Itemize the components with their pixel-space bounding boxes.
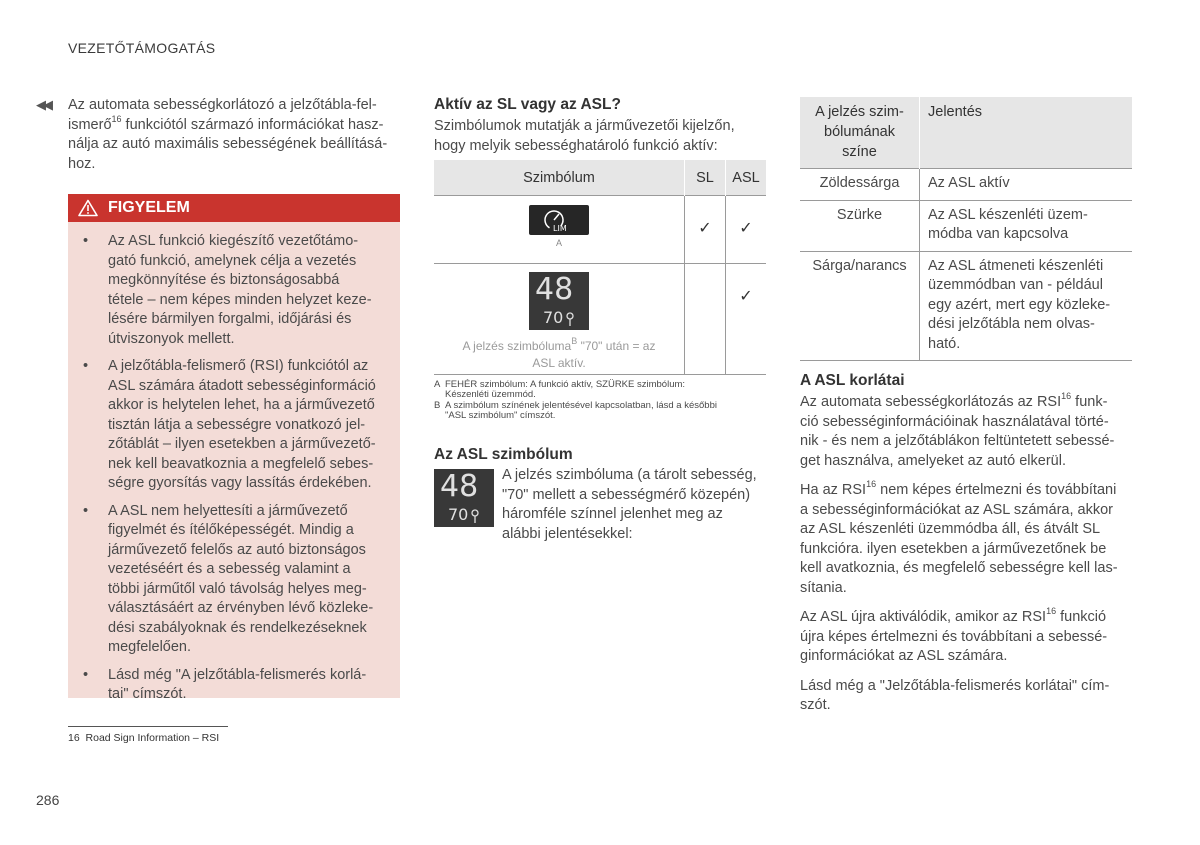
text-line: zőtáblát – ilyen esetekben a járművezető- — [108, 436, 376, 452]
caption-text: A jelzés szimbóluma — [462, 339, 572, 353]
text-line: dési szabályoknak és rendelkezéseknek — [108, 619, 367, 636]
text-line: háromféle színnel jelenhet meg az — [502, 506, 723, 522]
text-line: Lásd még "A jelzőtábla-felismerés korlá- — [108, 666, 367, 683]
color-cell: Zöldessárga — [800, 169, 920, 201]
section-heading-asl-symbol: Az ASL szimbólum — [434, 446, 573, 463]
text-line: vezetéséért és a sebesség valamint a — [108, 561, 351, 577]
sl-col-header: SL — [685, 160, 726, 196]
text-line: Az ASL újra aktiválódik, amikor az RSI — [800, 609, 1047, 625]
asl-check: ✓ — [726, 196, 767, 264]
caption-text: ASL aktív. — [532, 356, 586, 370]
asl-symbol-display — [434, 469, 494, 527]
text-line: kell avatkoznia, és megfelelő sebességre kell las- — [800, 560, 1118, 576]
symbol-table — [434, 160, 766, 375]
note-letter: B — [434, 400, 441, 411]
speedometer-icon — [529, 205, 589, 235]
stored-speed: 70 — [543, 308, 564, 327]
text-line: tétele – nem képes minden helyzet keze- — [108, 291, 372, 308]
table-row — [800, 251, 1132, 361]
intro-line: nálja az autó maximális sebességének beállításá- — [68, 136, 388, 152]
text-line: Szimbólumok mutatják a járművezetői kijelzőn, — [434, 118, 735, 134]
text-line: ció sebességinformációinak használatával törté- — [800, 413, 1109, 430]
location-pin-icon — [471, 509, 479, 524]
symbol-caption — [435, 338, 683, 372]
text-line: megfelelően. — [108, 639, 192, 655]
warning-list-item — [68, 666, 400, 705]
cell-line: ható. — [928, 335, 961, 352]
text-line: "70" mellett a sebességmérő közepén) — [502, 486, 751, 503]
text-line: A ASL nem helyettesíti a járművezető — [108, 502, 348, 519]
text-line: Az automata sebességkorlátozás az RSI — [800, 394, 1062, 410]
warning-box — [68, 194, 400, 702]
header-line: színe — [842, 144, 877, 160]
cell-line: Az ASL átmeneti készenléti — [928, 257, 1104, 274]
asl-symbol-paragraph — [502, 466, 772, 544]
paragraph — [800, 393, 1135, 471]
running-header: VEZETŐTÁMOGATÁS — [68, 40, 216, 56]
bullet-icon: • — [83, 502, 89, 519]
bullet-icon: • — [83, 358, 89, 374]
text-line: get használva, amelyeket az autó elkerül. — [800, 452, 1066, 469]
section-heading-active: Aktív az SL vagy az ASL? — [434, 96, 621, 113]
footnote-ref: 16 — [111, 113, 122, 124]
text-line: funkció — [1056, 609, 1107, 625]
active-intro-paragraph — [434, 117, 769, 156]
paragraph — [800, 677, 1135, 716]
header-line: bólumának — [824, 124, 895, 140]
stored-speed: 70 — [448, 505, 469, 524]
caption-text: "70" után = az — [577, 339, 656, 353]
color-col-header — [800, 97, 920, 169]
symbol-cell — [434, 264, 685, 375]
section-heading-asl-limits: A ASL korlátai — [800, 372, 905, 389]
footnote-number: 16 — [68, 732, 80, 744]
intro-line: hoz. — [68, 155, 96, 172]
text-line: tai" címszót. — [108, 686, 187, 702]
note-line: Készenléti üzemmód. — [445, 389, 536, 400]
note-line: A szimbólum színének jelentésével kapcsolatban, lásd a későbbi — [445, 400, 717, 411]
meaning-cell — [920, 251, 1133, 361]
text-line: Ha az RSI — [800, 482, 867, 498]
text-line: útviszonyok mellett. — [108, 330, 235, 347]
paragraph — [800, 481, 1135, 598]
warning-list-item — [68, 357, 400, 494]
cell-line: egy azért, mert egy közleke- — [928, 296, 1111, 313]
bullet-icon: • — [83, 233, 89, 249]
text-line: ségre gyorsítás vagy lassítás érdekében. — [108, 475, 372, 491]
intro-line: ismerő — [68, 116, 112, 133]
footnote-ref: 16 — [866, 479, 877, 490]
header-line: A jelzés szim- — [815, 104, 904, 120]
asl-limits-text — [800, 393, 1135, 726]
lim-label: LIM — [553, 224, 567, 233]
meaning-cell — [920, 200, 1133, 251]
cell-line: Az ASL készenléti üzem- — [928, 206, 1088, 223]
text-line: akkor is helytelen lehet, ha a járművezető — [108, 397, 375, 413]
symbol-cell — [434, 196, 685, 264]
cell-line: Az ASL aktív — [928, 175, 1010, 191]
table-note — [434, 401, 769, 421]
footnote-divider — [68, 726, 228, 727]
text-line: funk- — [1071, 394, 1108, 410]
symbol-col-header: Szimbólum — [434, 160, 685, 196]
text-line: nem képes értelmezni és továbbítani — [876, 482, 1117, 498]
text-line: az ASL készenléti üzemmódba áll, és átvált SL — [800, 521, 1101, 537]
table-note — [434, 380, 769, 400]
text-line: ginformációkat az ASL számára. — [800, 648, 1008, 664]
text-line: figyelmét és ítélőképességét. Mindig a — [108, 522, 354, 538]
current-speed: 48 — [440, 469, 479, 504]
text-line: nek kell beavatkoznia a megfelelő sebes- — [108, 455, 374, 472]
warning-list — [68, 222, 400, 705]
warning-title: FIGYELEM — [108, 199, 190, 216]
warning-list-item — [68, 502, 400, 658]
sl-check — [685, 264, 726, 375]
intro-paragraph — [68, 96, 398, 174]
speed-limiter-lim-icon — [529, 205, 589, 235]
color-cell: Sárga/narancs — [800, 251, 920, 361]
text-line: hogy melyik sebességhatároló funkció aktív: — [434, 137, 718, 154]
text-line: újra képes értelmezni és továbbítani a sebessé- — [800, 628, 1108, 645]
symbol-color-table — [800, 97, 1132, 361]
text-line: alábbi jelentésekkel: — [502, 525, 633, 542]
text-line: megkönnyítése és biztonságosabbá — [108, 272, 340, 288]
text-line: A jelzés szimbóluma (a tárolt sebesség, — [502, 467, 757, 483]
asl-col-header: ASL — [726, 160, 767, 196]
cell-line: üzemmódban van - például — [928, 277, 1103, 293]
text-line: funkcióra. ilyen esetekben a járművezetőnek be — [800, 540, 1107, 557]
current-speed: 48 — [535, 272, 574, 307]
text-line: Lásd még a "Jelzőtábla-felismerés korlátai" cím- — [800, 677, 1110, 694]
text-line: a sebességinformációkat az ASL számára, akkor — [800, 501, 1113, 518]
note-line: FEHÉR szimbólum: A funkció aktív, SZÜRKE szimbólum: — [445, 379, 686, 390]
note-ref-a: A — [555, 238, 562, 248]
caption-note-ref: B — [571, 336, 578, 346]
cell-line: módba van kapcsolva — [928, 226, 1069, 242]
footnote-ref: 16 — [1046, 606, 1057, 617]
text-line: szót. — [800, 697, 831, 713]
bullet-icon: • — [83, 666, 89, 683]
table-row — [434, 264, 766, 375]
text-line: választásáért az érvényben lévő közleke- — [108, 600, 374, 616]
intro-line: Az automata sebességkorlátozó a jelzőtábla-fel- — [68, 97, 377, 113]
table-notes — [434, 380, 769, 422]
cell-line: dési jelzőtábla nem olvas- — [928, 316, 1095, 332]
sl-check: ✓ — [685, 196, 726, 264]
text-line: nik - és nem a jelzőtáblákon feltüntetett sebessé- — [800, 433, 1115, 449]
text-line: járművezető felelős az autó biztonságos — [108, 541, 366, 558]
table-row — [800, 169, 1132, 201]
footnote-text: Road Sign Information – RSI — [85, 732, 220, 744]
paragraph — [800, 608, 1135, 667]
asl-check: ✓ — [726, 264, 767, 375]
page-number: 286 — [36, 792, 60, 808]
meaning-cell — [920, 169, 1133, 201]
text-line: ASL számára átadott sebességinformáció — [108, 377, 376, 394]
text-line: A jelzőtábla-felismerő (RSI) funkciótól az — [108, 358, 369, 374]
text-line: többi járműtől való távolság helyes meg- — [108, 580, 367, 597]
warning-list-item — [68, 232, 400, 349]
footnote — [68, 732, 219, 744]
location-pin-icon — [566, 312, 574, 327]
text-line: sítania. — [800, 579, 847, 596]
footnote-ref: 16 — [1061, 391, 1072, 402]
text-line: tisztán látja a sebességre vonatkozó jel- — [108, 416, 366, 433]
warning-header — [68, 194, 400, 222]
text-line: lésére bármilyen forgalmi, időjárási és — [108, 311, 352, 327]
table-row — [800, 200, 1132, 251]
table-row — [434, 196, 766, 264]
intro-line: funkciótól származó információkat hasz- — [121, 116, 384, 133]
color-cell: Szürke — [800, 200, 920, 251]
text-line: Az ASL funkció kiegészítő vezetőtámo- — [108, 233, 359, 249]
note-line: "ASL szimbólum" címszót. — [445, 410, 556, 421]
asl-speed-display — [529, 272, 589, 330]
text-line: gató funkció, amelynek célja a vezetés — [108, 252, 357, 269]
warning-triangle-icon — [78, 199, 98, 217]
continued-from-previous-icon: ◀◀ — [36, 97, 50, 112]
note-letter: A — [434, 379, 441, 390]
meaning-col-header: Jelentés — [920, 97, 1133, 169]
